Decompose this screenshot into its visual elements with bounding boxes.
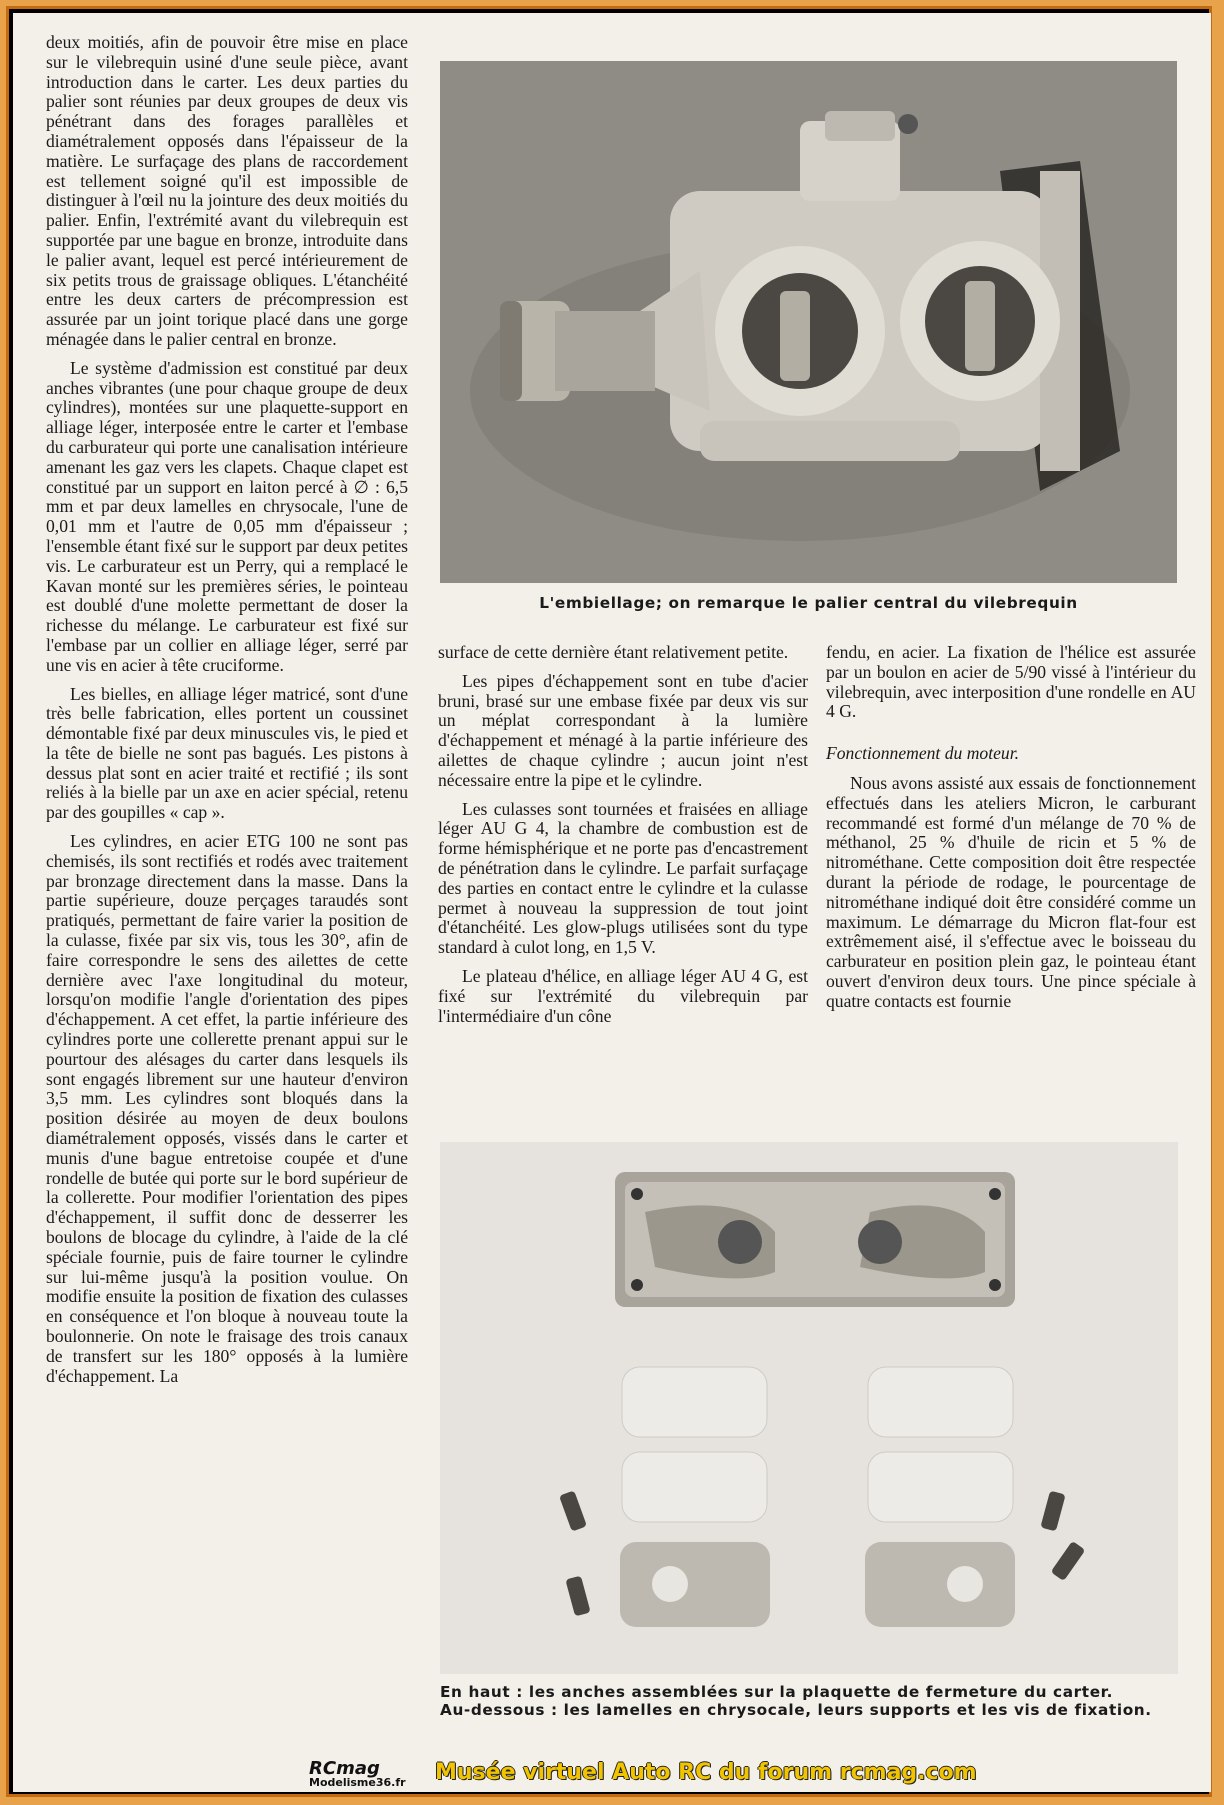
rcmag-logo (309, 1758, 439, 1792)
caption-line: En haut : les anches assemblées sur la plaquette de fermeture du carter. (440, 1683, 1114, 1701)
logo-title: RCmag (309, 1758, 380, 1779)
paragraph: fendu, en acier. La fixation de l'hélice est assurée par un boulon en acier de 5/90 vissé à l'intérieur du vilebrequin, avec interposition d'une rondelle en AU 4 G. (826, 642, 1196, 722)
paragraph: Le plateau d'hélice, en alliage léger AU 4 G, est fixé sur l'extrémité du vilebrequin par l'intermédiaire d'un cône (438, 965, 808, 1026)
text-column-right (826, 643, 1196, 1021)
watermark-banner: Musée virtuel Auto RC du forum rcmag.com (435, 1760, 977, 1785)
paragraph: Les cylindres, en acier ETG 100 ne sont pas chemisés, ils sont rectifiés et rodés avec traitement par bronzage directement dans la masse. Dans la partie supérieure, douze perçages taraudés sont pratiqués, permettant de faire varier la position de la culasse, fixée par six vis, tous les 30°, afin de faire correspondre le sens des ailettes de cette dernière avec l'axe longitudinal du moteur, lorsqu'on modifie l'angle d'orientation des pipes d'échappement. A cet effet, la partie inférieure des cylindres porte une collerette prenant appui sur le pourtour des alésages du carter dans lesquels ils sont engagés librement sur une hauteur d'environ 3,5 mm. Les cylindres sont bloqués dans la position désirée au moyen de deux boulons diamétralement opposés, vissés dans le carter et munis d'une bague entretoise coupée et d'une rondelle de butée qui porte sur le bord supérieur de la collerette. Pour modifier l'orientation des pipes d'échappement, il suffit donc de desserrer les boulons de blocage du cylindre, à l'aide de la clé spéciale fournie, puis de faire tourner le cylindre sur lui-même jusqu'à la position voulue. On modifie ensuite la position de fixation des culasses en conséquence et l'on bloque à nouveau toute la boulonnerie. On note le fraisage des trois canaux de transfert sur les 180° opposés à la lumière d'échappement. La (46, 831, 408, 1386)
logo-subtitle: Modelisme36.fr (309, 1776, 406, 1789)
photo-caption-top: L'embiellage; on remarque le palier central du vilebrequin (539, 594, 1078, 612)
paragraph: Les bielles, en alliage léger matricé, sont d'une très belle fabrication, elles portent un coussinet démontable fixé par deux minuscules vis, le pied et la tête de bielle ne sont pas bagués. Les pistons à dessus plat sont en acier traité et rectifié ; ils sont reliés à la bielle par un axe en acier spécial, retenu par des goupilles « cap ». (46, 683, 408, 823)
photo-caption-bottom (440, 1683, 1180, 1719)
paragraph: deux moitiés, afin de pouvoir être mise en place sur le vilebrequin usiné d'une seule pièce, avant introduction dans le carter. Les deux parties du palier sont réunies par deux groupes de deux vis pénétrant dans des forages parallèles et diamétralement opposés dans l'épaisseur de la matière. Le surfaçage des plans de raccordement est tellement soigné qu'il est impossible de distinguer à l'œil nu la jointure des deux moitiés du palier. Enfin, l'extrémité avant du vilebrequin est supportée par une bague en bronze, introduite dans le palier avant, lequel est percé intérieurement de six petits trous de graissage obliques. L'étanchéité entre les deux carters de précompression est assurée par un joint torique placé dans une gorge ménagée dans le palier central en bronze. (46, 32, 408, 349)
reed-valve-parts-photo (440, 1142, 1178, 1674)
paragraph: surface de cette dernière étant relativement petite. (438, 642, 789, 662)
paragraph: Les culasses sont tournées et fraisées en alliage léger AU G 4, la chambre de combustion est de forme hémisphérique et ne porte pas d'encastrement de pénétration dans le cylindre. Le parfait surfaçage des parties en contact entre le cylindre et la culasse permet à nouveau la suppression de tout joint d'étanchéité. Les glow-plugs utilisées sont du type standard à culot long, en 1,5 V. (438, 798, 808, 958)
engine-crankcase-photo (440, 61, 1177, 583)
caption-line: Au-dessous : les lamelles en chrysocale, leurs supports et les vis de fixation. (440, 1701, 1152, 1719)
text-column-left (46, 33, 408, 1395)
magazine-page (13, 13, 1211, 1792)
footer (13, 1758, 1211, 1792)
text-column-middle (438, 643, 808, 1035)
paragraph: Les pipes d'échappement sont en tube d'acier bruni, brasé sur une embase fixée par deux vis sur un méplat correspondant à la lumière d'échappement et ménagé à la partie inférieure des ailettes de chaque cylindre ; aucun joint n'est nécessaire entre la pipe et le cylindre. (438, 670, 808, 790)
section-heading: Fonctionnement du moteur. (826, 743, 1020, 764)
paragraph: Nous avons assisté aux essais de fonctionnement effectués dans les ateliers Micron, le carburant recommandé est formé d'un mélange de 70 % de méthanol, 25 % d'huile de ricin et 5 % de nitrométhane. Cette composition doit être respectée durant la période de rodage, le pourcentage de nitrométhane indiqué doit être considéré comme un maximum. Le démarrage du Micron flat-four est extrêmement aisé, il s'effectue avec le boisseau du carburateur en position plein gaz, le pointeau étant ouvert d'environ deux tours. Une pince spéciale à quatre contacts est fournie (826, 772, 1196, 1011)
paragraph: Le système d'admission est constitué par deux anches vibrantes (une pour chaque groupe de deux cylindres), montées sur une plaquette-support en alliage léger, interposée entre le carter et l'embase du carburateur qui porte une canalisation intérieure amenant les gaz vers les clapets. Chaque clapet est constitué par un support en laiton percé à ∅ : 6,5 mm et par deux lamelles en chrysocale, l'une de 0,01 mm et l'autre de 0,05 mm d'épaisseur ; l'ensemble étant fixé sur le support par deux petites vis. Le carburateur est un Perry, qui a remplacé le Kavan monté sur les premières séries, le pointeau est doublé d'une molette permettant de doser la richesse du mélange. Le carburateur est fixé sur l'embase par un collier en alliage léger, serré par une vis en acier à tête cruciforme. (46, 357, 408, 675)
